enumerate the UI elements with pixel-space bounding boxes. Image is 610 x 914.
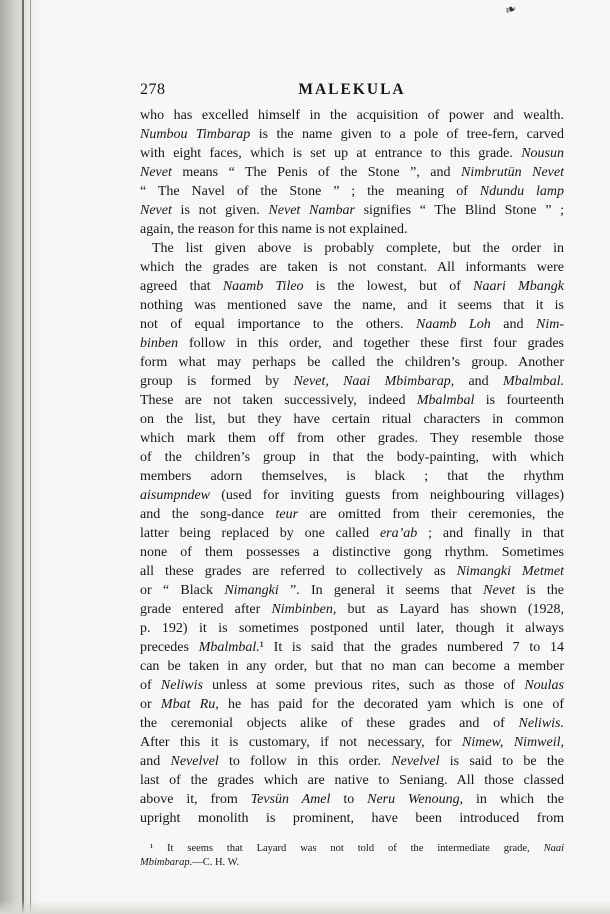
text-line [140, 790, 564, 809]
text-run: above it, from [140, 792, 251, 807]
italic-term: Numbou Timbarap [140, 127, 251, 142]
italic-term: Nevet [483, 583, 516, 598]
text-run: he has paid for the decorated yam which is one of [218, 697, 564, 712]
text-run: members adorn themselves, is black ; that the rhythm [140, 469, 564, 484]
text-line [140, 201, 564, 220]
text-run: are omitted from their ceremonies, the [298, 507, 564, 522]
text-line [140, 296, 564, 315]
text-line [140, 429, 564, 448]
text-run: agreed that [140, 279, 223, 294]
italic-term: Nevet, Naai Mbimbarap, [293, 374, 455, 389]
text-line [140, 391, 564, 410]
italic-term: Ndundu lamp [479, 184, 565, 199]
page-header [140, 81, 564, 101]
italic-term: binben [140, 336, 179, 351]
italic-term: Nimangki [224, 583, 279, 598]
text-run: or [140, 697, 161, 712]
text-run: to follow in this order. [218, 754, 392, 769]
italic-term: Nevelvel [170, 754, 219, 769]
text-line [140, 315, 564, 334]
text-run: precedes [140, 640, 199, 655]
text-line [140, 334, 564, 353]
text-line [140, 752, 564, 771]
text-run: signifies “ The Blind Stone ” ; [354, 203, 564, 218]
text-line [140, 239, 564, 258]
text-line [140, 619, 564, 638]
text-line [140, 581, 564, 600]
text-run: can be taken in any order, but that no man can become a member [140, 659, 564, 674]
italic-term: Nim- [536, 317, 564, 332]
text-line [140, 448, 564, 467]
text-line [140, 695, 564, 714]
footnote [140, 842, 564, 870]
italic-term: Nimbinben, [271, 602, 337, 617]
italic-term: Neru Wenoung, [367, 792, 464, 807]
italic-term: Neliwis [160, 678, 203, 693]
scan-gutter-line-secondary [30, 0, 31, 914]
footnote-line [140, 856, 564, 870]
text-run: is the name given to a pole of tree-fern, carved [250, 127, 564, 142]
text-line [140, 771, 564, 790]
text-run: and [140, 754, 171, 769]
italic-term: Nevet Nambar [268, 203, 355, 218]
text-run: which mark them off from other grades. They resemble those [140, 431, 564, 446]
text-run: unless at some previous rites, such as those of [202, 678, 525, 693]
text-run: to [330, 792, 368, 807]
text-run: who has excelled himself in the acquisition of power and wealth. [140, 108, 564, 123]
text-line [140, 467, 564, 486]
text-run: ”. In general it seems that [278, 583, 484, 598]
italic-term: Nimangki Metmet [456, 564, 564, 579]
text-run: p. 192) it is sometimes postponed until later, though it always [140, 621, 564, 636]
italic-term: aisumpndew [140, 488, 210, 503]
scan-gutter-line [22, 0, 24, 914]
italic-term: Naai [543, 843, 564, 854]
text-run: not of equal importance to the others. [140, 317, 417, 332]
text-line [140, 106, 564, 125]
text-run: but as Layard has shown (1928, [336, 602, 564, 617]
text-line [140, 220, 564, 239]
text-line [140, 676, 564, 695]
text-run: The list given above is probably complete, but the order in [152, 241, 564, 256]
scan-gutter-shadow [0, 0, 40, 914]
text-run: means “ The Penis of the Stone ”, and [171, 165, 461, 180]
text-run: ¹ It seems that Layard was not told of the intermediate grade, [150, 843, 544, 854]
text-run: and [490, 317, 536, 332]
italic-term: Naamb Tileo [222, 279, 304, 294]
text-run: in which the [463, 792, 565, 807]
text-run: is the [515, 583, 564, 598]
text-line [140, 600, 564, 619]
text-run: none of them possesses a distinctive gong rhythm. Sometimes [140, 545, 564, 560]
page-number: 278 [140, 81, 166, 98]
text-run: ; and finally in that [417, 526, 565, 541]
text-run: “ The Navel of the Stone ” ; the meaning of [140, 184, 480, 199]
scan-mark: ❧ [502, 0, 520, 20]
italic-term: Naamb Loh [416, 317, 491, 332]
footnote-line [140, 842, 564, 856]
text-run: follow in this order, and together these first four grades [178, 336, 564, 351]
italic-term: Mbalmbal [416, 393, 475, 408]
text-run: with eight faces, which is set up at entrance to this grade. [140, 146, 522, 161]
italic-term: Nimbrutün Nevet [460, 165, 564, 180]
text-run: —C. H. W. [192, 857, 240, 868]
text-line [140, 410, 564, 429]
text-line [140, 277, 564, 296]
italic-term: Nevelvel [391, 754, 440, 769]
text-line [140, 144, 564, 163]
text-line [140, 182, 564, 201]
text-run: latter being replaced by one called [140, 526, 380, 541]
text-run: all these grades are referred to collectively as [140, 564, 457, 579]
text-run: is not given. [171, 203, 269, 218]
text-run: is said to be the [439, 754, 564, 769]
italic-term: Mbat Ru, [160, 697, 219, 712]
text-run: form what may perhaps be called the children’s group. Another [140, 355, 564, 370]
text-line [140, 125, 564, 144]
text-line [140, 163, 564, 182]
text-line [140, 562, 564, 581]
text-run: upright monolith is prominent, have been introduced from [140, 811, 564, 826]
text-run: is the lowest, but of [303, 279, 474, 294]
italic-term: Noulas [524, 678, 564, 693]
text-line [140, 486, 564, 505]
text-run: of the children’s group in that the body-painting, with which [140, 450, 564, 465]
italic-term: Nevet [140, 203, 172, 218]
text-run: which the grades are taken is not constant. All informants were [140, 260, 564, 275]
text-line [140, 353, 564, 372]
italic-term: Nevet [140, 165, 172, 180]
text-run: last of the grades which are native to Seniang. All those classed [140, 773, 564, 788]
text-line [140, 524, 564, 543]
italic-term: Neliwis. [518, 716, 564, 731]
text-line [140, 543, 564, 562]
italic-term: Mbalmbal. [198, 640, 260, 655]
italic-term: Tevsün Amel [250, 792, 331, 807]
text-line [140, 733, 564, 752]
italic-term: Naari Mbangk [473, 279, 564, 294]
text-line [140, 505, 564, 524]
text-run: again, the reason for this name is not explained. [140, 222, 408, 237]
italic-term: Nousun [521, 146, 564, 161]
text-run: the ceremonial objects alike of these grades and of [140, 716, 519, 731]
text-run: and [454, 374, 503, 389]
text-line [140, 657, 564, 676]
body-text [140, 106, 564, 828]
text-run: or “ Black [140, 583, 225, 598]
text-line [140, 258, 564, 277]
text-run: and the song-dance [140, 507, 276, 522]
italic-term: Mbalmbal. [502, 374, 564, 389]
text-line [140, 809, 564, 828]
text-line [140, 372, 564, 391]
text-run: (used for inviting guests from neighbouring villages) [210, 488, 564, 503]
text-run: nothing was mentioned save the name, and it seems that it is [140, 298, 564, 313]
text-run: grade entered after [140, 602, 272, 617]
text-run: After this it is customary, if not necessary, for [140, 735, 462, 750]
scan-bottom-shadow [0, 900, 610, 914]
text-run: group is formed by [140, 374, 294, 389]
text-line [140, 714, 564, 733]
italic-term: Mbimbarap. [140, 857, 193, 868]
text-run: ¹ It is said that the grades numbered 7 to 14 [259, 640, 564, 655]
text-run: of [140, 678, 161, 693]
running-title: MALEKULA [298, 81, 406, 98]
text-line [140, 638, 564, 657]
italic-term: era’ab [379, 526, 418, 541]
text-run: These are not taken successively, indeed [140, 393, 417, 408]
text-run: on the list, but they have certain ritual characters in common [140, 412, 564, 427]
italic-term: teur [275, 507, 299, 522]
text-run: is fourteenth [474, 393, 564, 408]
italic-term: Nimew, Nimweil, [461, 735, 564, 750]
